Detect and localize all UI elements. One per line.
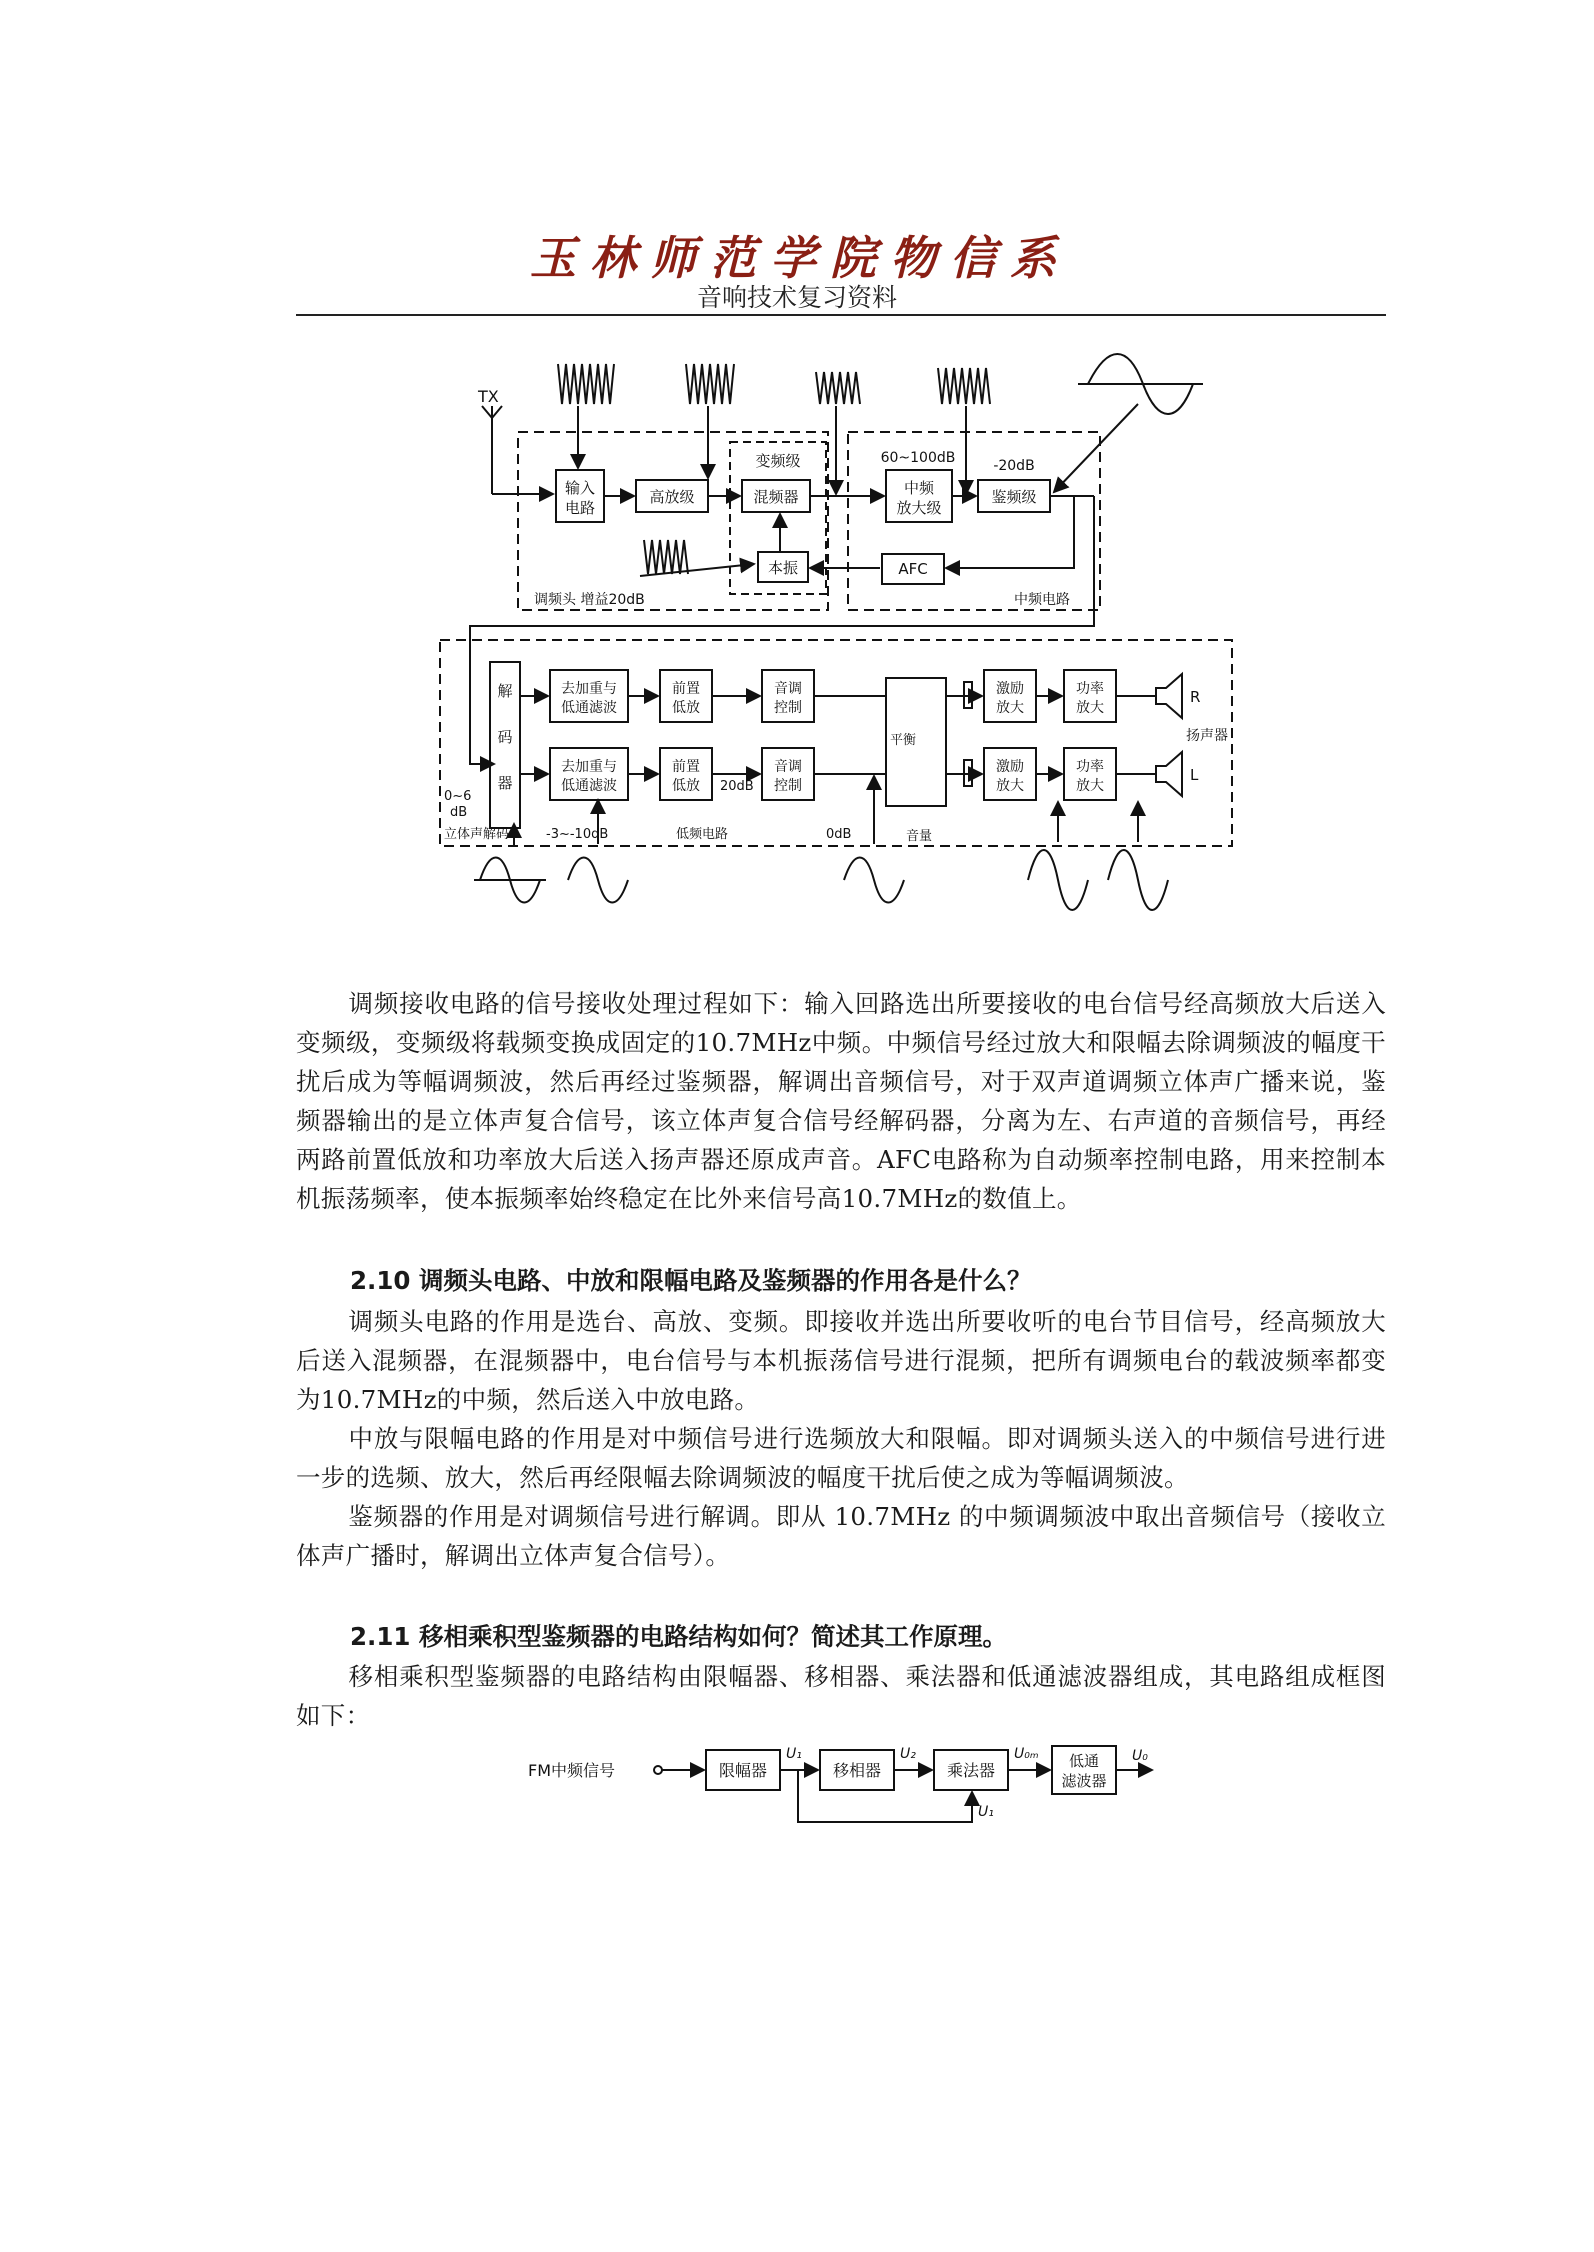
section-2-10-p1-text: 调频头电路的作用是选台、高放、变频。即接收并选出所要收听的电台节目信号，经高频放大后送入混频器，在混频器中，电台信号与本机振荡信号进行混频，把所有调频电台的载波频率都变为10.7MHz的中频，然后送入中放电路。 bbox=[296, 1307, 1386, 1414]
preamp-gain-label: 20dB bbox=[720, 779, 754, 794]
mixer-stage-label: 变频级 bbox=[755, 452, 801, 470]
waveform-audio-2 bbox=[568, 858, 628, 903]
section-2-11-heading: 2.11 移相乘积型鉴频器的电路结构如何？简述其工作原理。 bbox=[350, 1622, 1007, 1651]
block-deemph-l-1: 去加重与 bbox=[561, 759, 617, 775]
block-driver-l-2: 放大 bbox=[996, 778, 1024, 794]
college-logo bbox=[420, 228, 1180, 284]
block-tone-r-1: 音调 bbox=[774, 681, 802, 697]
fm-receiver-block-diagram bbox=[418, 344, 1258, 938]
block-tone-r-2: 控制 bbox=[774, 700, 802, 716]
channel-l-label: L bbox=[1190, 766, 1199, 784]
antenna-icon bbox=[482, 406, 502, 494]
block-tone-l-2: 控制 bbox=[774, 778, 802, 794]
decoder-label-1: 解 bbox=[497, 682, 513, 700]
speaker-label: 扬声器 bbox=[1186, 728, 1228, 744]
detector-gain-label: -20dB bbox=[993, 458, 1035, 474]
block-driver-r-2: 放大 bbox=[996, 700, 1024, 716]
section-2-10-p2 bbox=[296, 1419, 1386, 1497]
waveform-local-osc bbox=[644, 540, 688, 574]
decoder-gain-2: dB bbox=[450, 805, 468, 820]
block-preamp-l-2: 低放 bbox=[672, 778, 700, 794]
block-multiplier-label: 乘法器 bbox=[946, 1761, 996, 1780]
block-local-osc: 本振 bbox=[767, 559, 799, 577]
signal-output-label: U₀ bbox=[1132, 1748, 1148, 1764]
speaker-l-icon bbox=[1156, 752, 1182, 796]
block-limiter-label: 限幅器 bbox=[718, 1761, 768, 1780]
block-power-l-2: 放大 bbox=[1076, 778, 1104, 794]
fm-if-input-label: FM中频信号 bbox=[528, 1761, 616, 1780]
block-input-circuit-1: 输入 bbox=[564, 479, 596, 497]
decoder-gain-1: 0~6 bbox=[444, 789, 472, 804]
block-power-l-1: 功率 bbox=[1076, 759, 1104, 775]
deemph-gain-label: -3~-10dB bbox=[546, 827, 609, 842]
waveform-fm-am-2 bbox=[686, 364, 734, 404]
tuner-section-label: 调频头 增益20dB bbox=[534, 592, 645, 608]
volume-label: 音量 bbox=[906, 829, 933, 844]
block-deemph-l-2: 低通滤波 bbox=[561, 778, 617, 794]
block-rf-amp: 高放级 bbox=[649, 488, 695, 506]
section-2-10-p3 bbox=[296, 1497, 1386, 1575]
if-section-label: 中频电路 bbox=[1014, 592, 1070, 608]
antenna-label: TX bbox=[478, 387, 499, 406]
signal-uom-label: U₀ₘ bbox=[1014, 1746, 1039, 1762]
section-2-10-p3-text: 鉴频器的作用是对调频信号进行解调。即从 10.7MHz 的中频调频波中取出音频信号（接收立体声广播时，解调出立体声复合信号）。 bbox=[296, 1502, 1386, 1570]
stereo-decode-label: 立体声解码 bbox=[444, 827, 510, 842]
waveform-if-2 bbox=[938, 368, 990, 404]
waveform-audio-3 bbox=[844, 858, 904, 903]
block-tone-l-1: 音调 bbox=[774, 759, 802, 775]
block-input-circuit-2: 电路 bbox=[564, 499, 596, 517]
block-preamp-r-2: 低放 bbox=[672, 700, 700, 716]
receiver-process-paragraph bbox=[296, 984, 1386, 1218]
block-afc: AFC bbox=[898, 560, 928, 578]
if-gain-label: 60~100dB bbox=[880, 450, 956, 466]
receiver-process-text: 调频接收电路的信号接收处理过程如下：输入回路选出所要接收的电台信号经高频放大后送入变频级，变频级将载频变换成固定的10.7MHz中频。中频信号经过放大和限幅去除调频波的幅度干扰后成为等幅调频波，然后再经过鉴频器，解调出音频信号，对于双声道调频立体声广播来说，鉴频器输出的是立体声复合信号，该立体声复合信号经解码器，分离为左、右声道的音频信号，再经两路前置低放和功率放大后送入扬声器还原成声音。AFC电路称为自动频率控制电路，用来控制本机振荡频率，使本振频率始终稳定在比外来信号高10.7MHz的数值上。 bbox=[296, 989, 1386, 1213]
signal-u1-feedback-label: U₁ bbox=[978, 1804, 994, 1820]
block-if-amp-2: 放大级 bbox=[896, 499, 942, 517]
document-subtitle: 音响技术复习资料 bbox=[696, 283, 897, 312]
waveform-if-1 bbox=[816, 372, 860, 404]
section-2-10-heading: 2.10 调频头电路、中放和限幅电路及鉴频器的作用各是什么？ bbox=[350, 1266, 1032, 1295]
block-lpf-label-2: 滤波器 bbox=[1061, 1772, 1107, 1790]
section-2-10-p2-text: 中放与限幅电路的作用是对中频信号进行选频放大和限幅。即对调频头送入的中频信号进行进一步的选频、放大，然后再经限幅去除调频波的幅度干扰后使之成为等幅调频波。 bbox=[296, 1424, 1386, 1492]
waveform-fm-am-1 bbox=[558, 364, 614, 404]
block-deemph-r-1: 去加重与 bbox=[561, 681, 617, 697]
block-phase-shifter-label: 移相器 bbox=[832, 1761, 882, 1780]
signal-u2-label: U₂ bbox=[900, 1746, 916, 1762]
tone-gain-label: 0dB bbox=[826, 827, 852, 842]
block-power-r-1: 功率 bbox=[1076, 681, 1104, 697]
decoder-label-3: 器 bbox=[497, 774, 513, 792]
audio-section-label: 低频电路 bbox=[676, 827, 729, 842]
block-lpf-label-1: 低通 bbox=[1068, 1752, 1100, 1770]
block-preamp-r-1: 前置 bbox=[672, 681, 700, 697]
speaker-r-icon bbox=[1156, 674, 1182, 718]
section-2-11-p1-text: 移相乘积型鉴频器的电路结构由限幅器、移相器、乘法器和低通滤波器组成，其电路组成框图如下： bbox=[296, 1662, 1386, 1730]
header-divider bbox=[296, 314, 1386, 316]
waveform-audio-5 bbox=[1108, 850, 1168, 910]
block-if-amp-1: 中频 bbox=[903, 479, 935, 497]
block-deemph-r-2: 低通滤波 bbox=[561, 700, 617, 716]
discriminator-block-diagram bbox=[528, 1732, 1168, 1842]
waveform-audio-4 bbox=[1028, 850, 1088, 910]
block-mixer: 混频器 bbox=[753, 488, 799, 506]
block-driver-r-1: 激励 bbox=[996, 681, 1024, 697]
section-2-11-p1 bbox=[296, 1657, 1386, 1735]
channel-r-label: R bbox=[1190, 688, 1201, 706]
decoder-label-2: 码 bbox=[497, 728, 513, 746]
block-preamp-l-1: 前置 bbox=[672, 759, 700, 775]
block-driver-l-1: 激励 bbox=[996, 759, 1024, 775]
block-detector: 鉴频级 bbox=[991, 488, 1037, 506]
balance-label: 平衡 bbox=[890, 733, 917, 748]
college-logo-text: 玉林师范学院物信系 bbox=[530, 231, 1070, 284]
block-power-r-2: 放大 bbox=[1076, 700, 1104, 716]
section-2-10-p1 bbox=[296, 1302, 1386, 1419]
signal-u1-label: U₁ bbox=[786, 1746, 802, 1762]
